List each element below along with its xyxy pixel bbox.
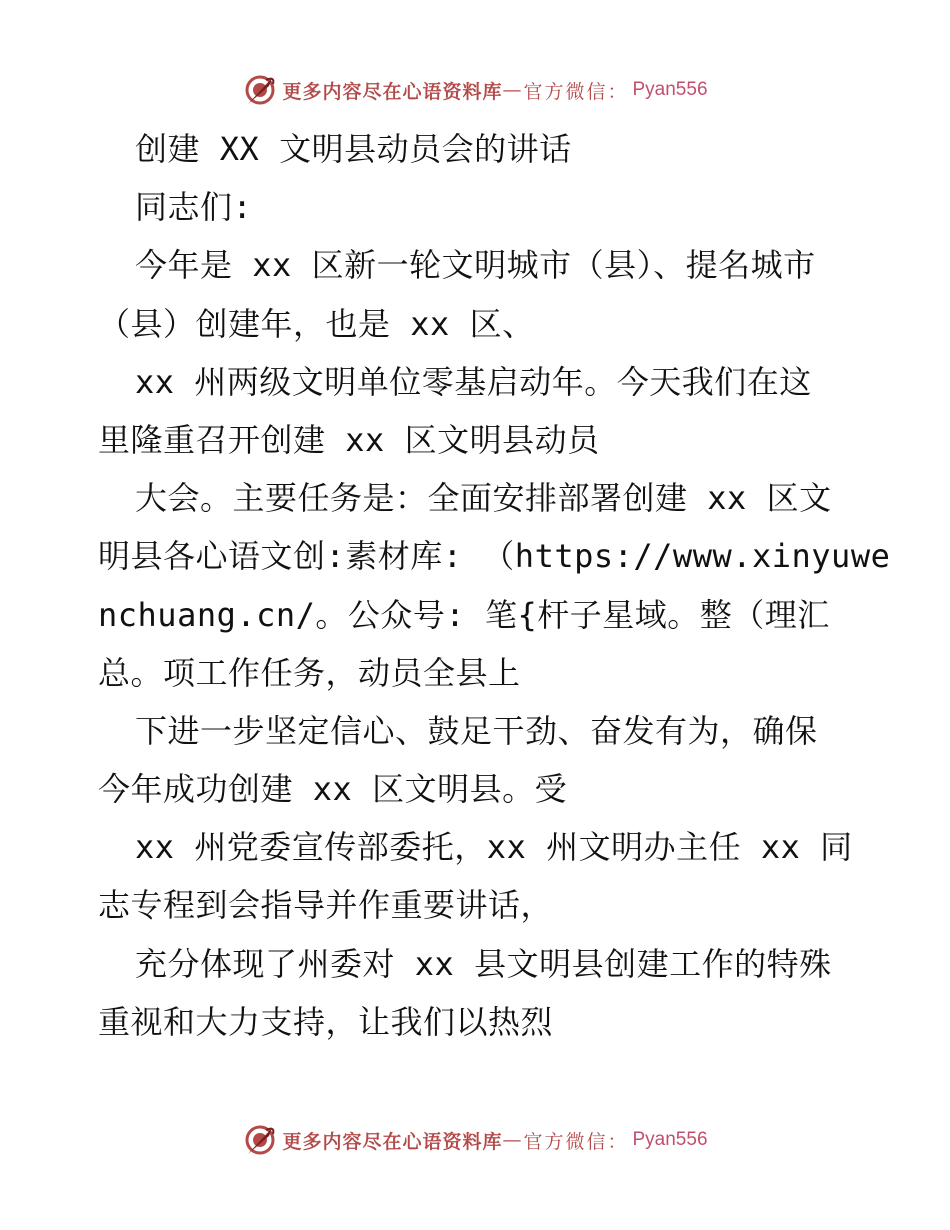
quill-logo-icon xyxy=(242,1122,278,1158)
paragraph-line: 志专程到会指导并作重要讲话， xyxy=(98,886,554,925)
salutation: 同志们: xyxy=(135,188,253,227)
banner-wechat-label: 官方微信： xyxy=(523,80,629,103)
paragraph-line: xx 州党委宣传部委托，xx 州文明办主任 xx 同 xyxy=(135,828,853,867)
paragraph-line: 里隆重召开创建 xx 区文明县动员 xyxy=(98,420,600,459)
banner-brand-text: 更多内容尽在心语资料库 xyxy=(282,80,503,103)
document-title: 创建 XX 文明县动员会的讲话 xyxy=(135,130,572,168)
paragraph-line: 明县各心语文创:素材库: （https://www.xinyuwe xyxy=(98,537,891,576)
header-banner xyxy=(0,70,950,110)
paragraph-line: 大会。主要任务是：全面安排部署创建 xx 区文 xyxy=(135,479,832,518)
paragraph-line: 今年是 xx 区新一轮文明城市（县）、提名城市 xyxy=(135,246,816,285)
document-body xyxy=(98,120,891,1051)
banner-brand-text: 更多内容尽在心语资料库 xyxy=(282,1130,503,1153)
banner-wechat-id: Pyan556 xyxy=(632,1129,708,1150)
paragraph-line: nchuang.cn/。公众号: 笔{杆子星域。整（理汇 xyxy=(98,595,830,634)
paragraph-line: 充分体现了州委对 xx 县文明县创建工作的特殊 xyxy=(135,944,832,983)
footer-banner xyxy=(0,1120,950,1160)
paragraph-line: 下进一步坚定信心、鼓足干劲、奋发有为，确保 xyxy=(135,711,818,750)
paragraph-line: 今年成功创建 xx 区文明县。受 xyxy=(98,770,568,809)
banner-separator: — xyxy=(502,1129,522,1151)
banner-wechat-label: 官方微信： xyxy=(523,1130,629,1153)
paragraph-line: （县）创建年，也是 xx 区、 xyxy=(98,304,535,343)
banner-wechat-id: Pyan556 xyxy=(632,79,708,100)
paragraph-line: 重视和大力支持，让我们以热烈 xyxy=(98,1002,554,1041)
paragraph-line: xx 州两级文明单位零基启动年。今天我们在这 xyxy=(135,362,812,401)
banner-separator: — xyxy=(502,79,522,101)
quill-logo-icon xyxy=(242,72,278,108)
paragraph-line: 总。项工作任务，动员全县上 xyxy=(98,653,521,692)
